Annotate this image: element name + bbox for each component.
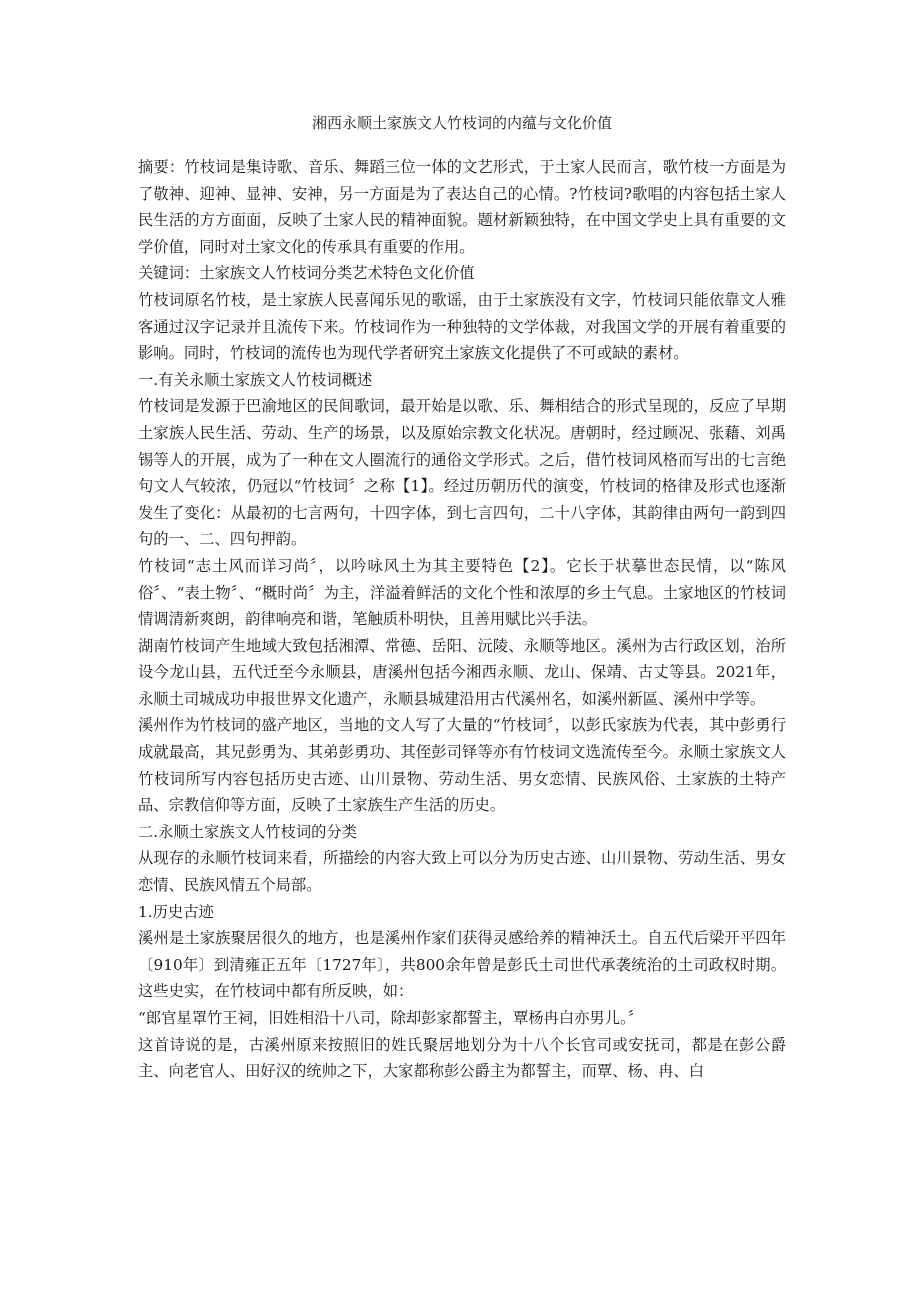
paragraph: 溪州是土家族聚居很久的地方，也是溪州作家们获得灵感给养的精神沃土。自五代后梁开平四年〔910年〕到清雍正五年〔1727年〕，共800余年曾是彭氏土司世代承袭统治的土司政权时期。这些史实，在竹枝词中都有所反映，如： bbox=[138, 929, 786, 1001]
paragraph: “郎官星罩竹王祠，旧姓相沿十八司，除却彭家都誓主，覃杨冉白亦男儿。〞 bbox=[138, 1009, 643, 1027]
paragraph: 竹枝词是发源于巴渝地区的民间歌词，最开始是以歌、乐、舞相结合的形式呈现的，反应了早期土家族人民生活、劳动、生产的场景，以及原始宗教文化状况。唐朝时，经过顾况、张藉、刘禹锡等人的开展，成为了一种在文人圈流行的通俗文学形式。之后，借竹枝词风格而写出的七言绝句文人气较浓，仍冠以“竹枝词〞之称【1】。经过历朝历代的演变，竹枝词的格律及形式也逐渐发生了变化：从最初的七言两句，十四字体，到七言四句，二十八字体，其韵律由两句一韵到四句的一、二、四句押韵。 bbox=[138, 397, 786, 549]
paragraph: 关键词：土家族文人竹枝词分类艺术特色文化价值 bbox=[138, 264, 475, 283]
section-heading: 二.永顺土家族文人竹枝词的分类 bbox=[138, 822, 358, 841]
section-heading: 1.历史古迹 bbox=[138, 902, 214, 921]
document-page bbox=[138, 112, 786, 1085]
paragraph: 从现存的永顺竹枝词来看，所描绘的内容大致上可以分为历史古迹、山川景物、劳动生活、男女恋情、民族风情五个局部。 bbox=[138, 849, 786, 895]
paragraph: 这首诗说的是，古溪州原来按照旧的姓氏聚居地划分为十八个长官司或安抚司，都是在彭公爵主、向老官人、田好汉的统帅之下，大家都称彭公爵主为都誓主，而覃、杨、冉、白 bbox=[138, 1035, 786, 1081]
document-body bbox=[138, 154, 786, 1085]
paragraph: 竹枝词原名竹枝，是土家族人民喜闻乐见的歌谣，由于土家族没有文字，竹枝词只能依靠文人雅客通过汉字记录并且流传下来。竹枝词作为一种独特的文学体裁，对我国文学的开展有着重要的影响。同时，竹枝词的流传也为现代学者研究土家族文化提供了不可或缺的素材。 bbox=[138, 290, 786, 363]
paragraph: 竹枝词“志土风而详习尚〞，以吟咏风土为其主要特色【2】。它长于状摹世态民情，以“陈风俗〞、“表土物〞、“概时尚〞为主，洋溢着鲜活的文化个性和浓厚的乡土气息。土家地区的竹枝词情调清新爽朗，韵律响亮和谐，笔触质朴明快，且善用赋比兴手法。 bbox=[138, 556, 786, 629]
section-heading: 一.有关永顺土家族文人竹枝词概述 bbox=[138, 370, 373, 389]
document-title: 湘西永顺土家族文人竹枝词的内蕴与文化价值 bbox=[311, 114, 612, 132]
paragraph: 湖南竹枝词产生地域大致包括湘潭、常德、岳阳、沅陵、永顺等地区。溪州为古行政区划，治所设今龙山县，五代迁至今永顺县，唐溪州包括今湘西永顺、龙山、保靖、古丈等县。2021年，永顺土司城成功申报世界文化遗产，永顺县城建沿用古代溪州名，如溪州新區、溪州中学等。 bbox=[138, 636, 786, 708]
paragraph: 溪州作为竹枝词的盛产地区，当地的文人写了大量的“竹枝词〞，以彭氏家族为代表，其中彭勇行成就最高，其兄彭勇为、其弟彭勇功、其侄彭司铎等亦有竹枝词文选流传至今。永顺土家族文人竹枝词所写内容包括历史古迹、山川景物、劳动生活、男女恋情、民族风俗、土家族的土特产品、宗教信仰等方面，反映了土家族生产生活的历史。 bbox=[138, 716, 786, 815]
paragraph: 摘要：竹枝词是集诗歌、音乐、舞蹈三位一体的文艺形式，于土家人民而言，歌竹枝一方面是为了敬神、迎神、显神、安神，另一方面是为了表达自己的心情。?竹枝词?歌唱的内容包括土家人民生活的方方面面，反映了土家人民的精神面貌。题材新颖独特，在中国文学史上具有重要的文学价值，同时对土家文化的传承具有重要的作用。 bbox=[138, 158, 786, 256]
